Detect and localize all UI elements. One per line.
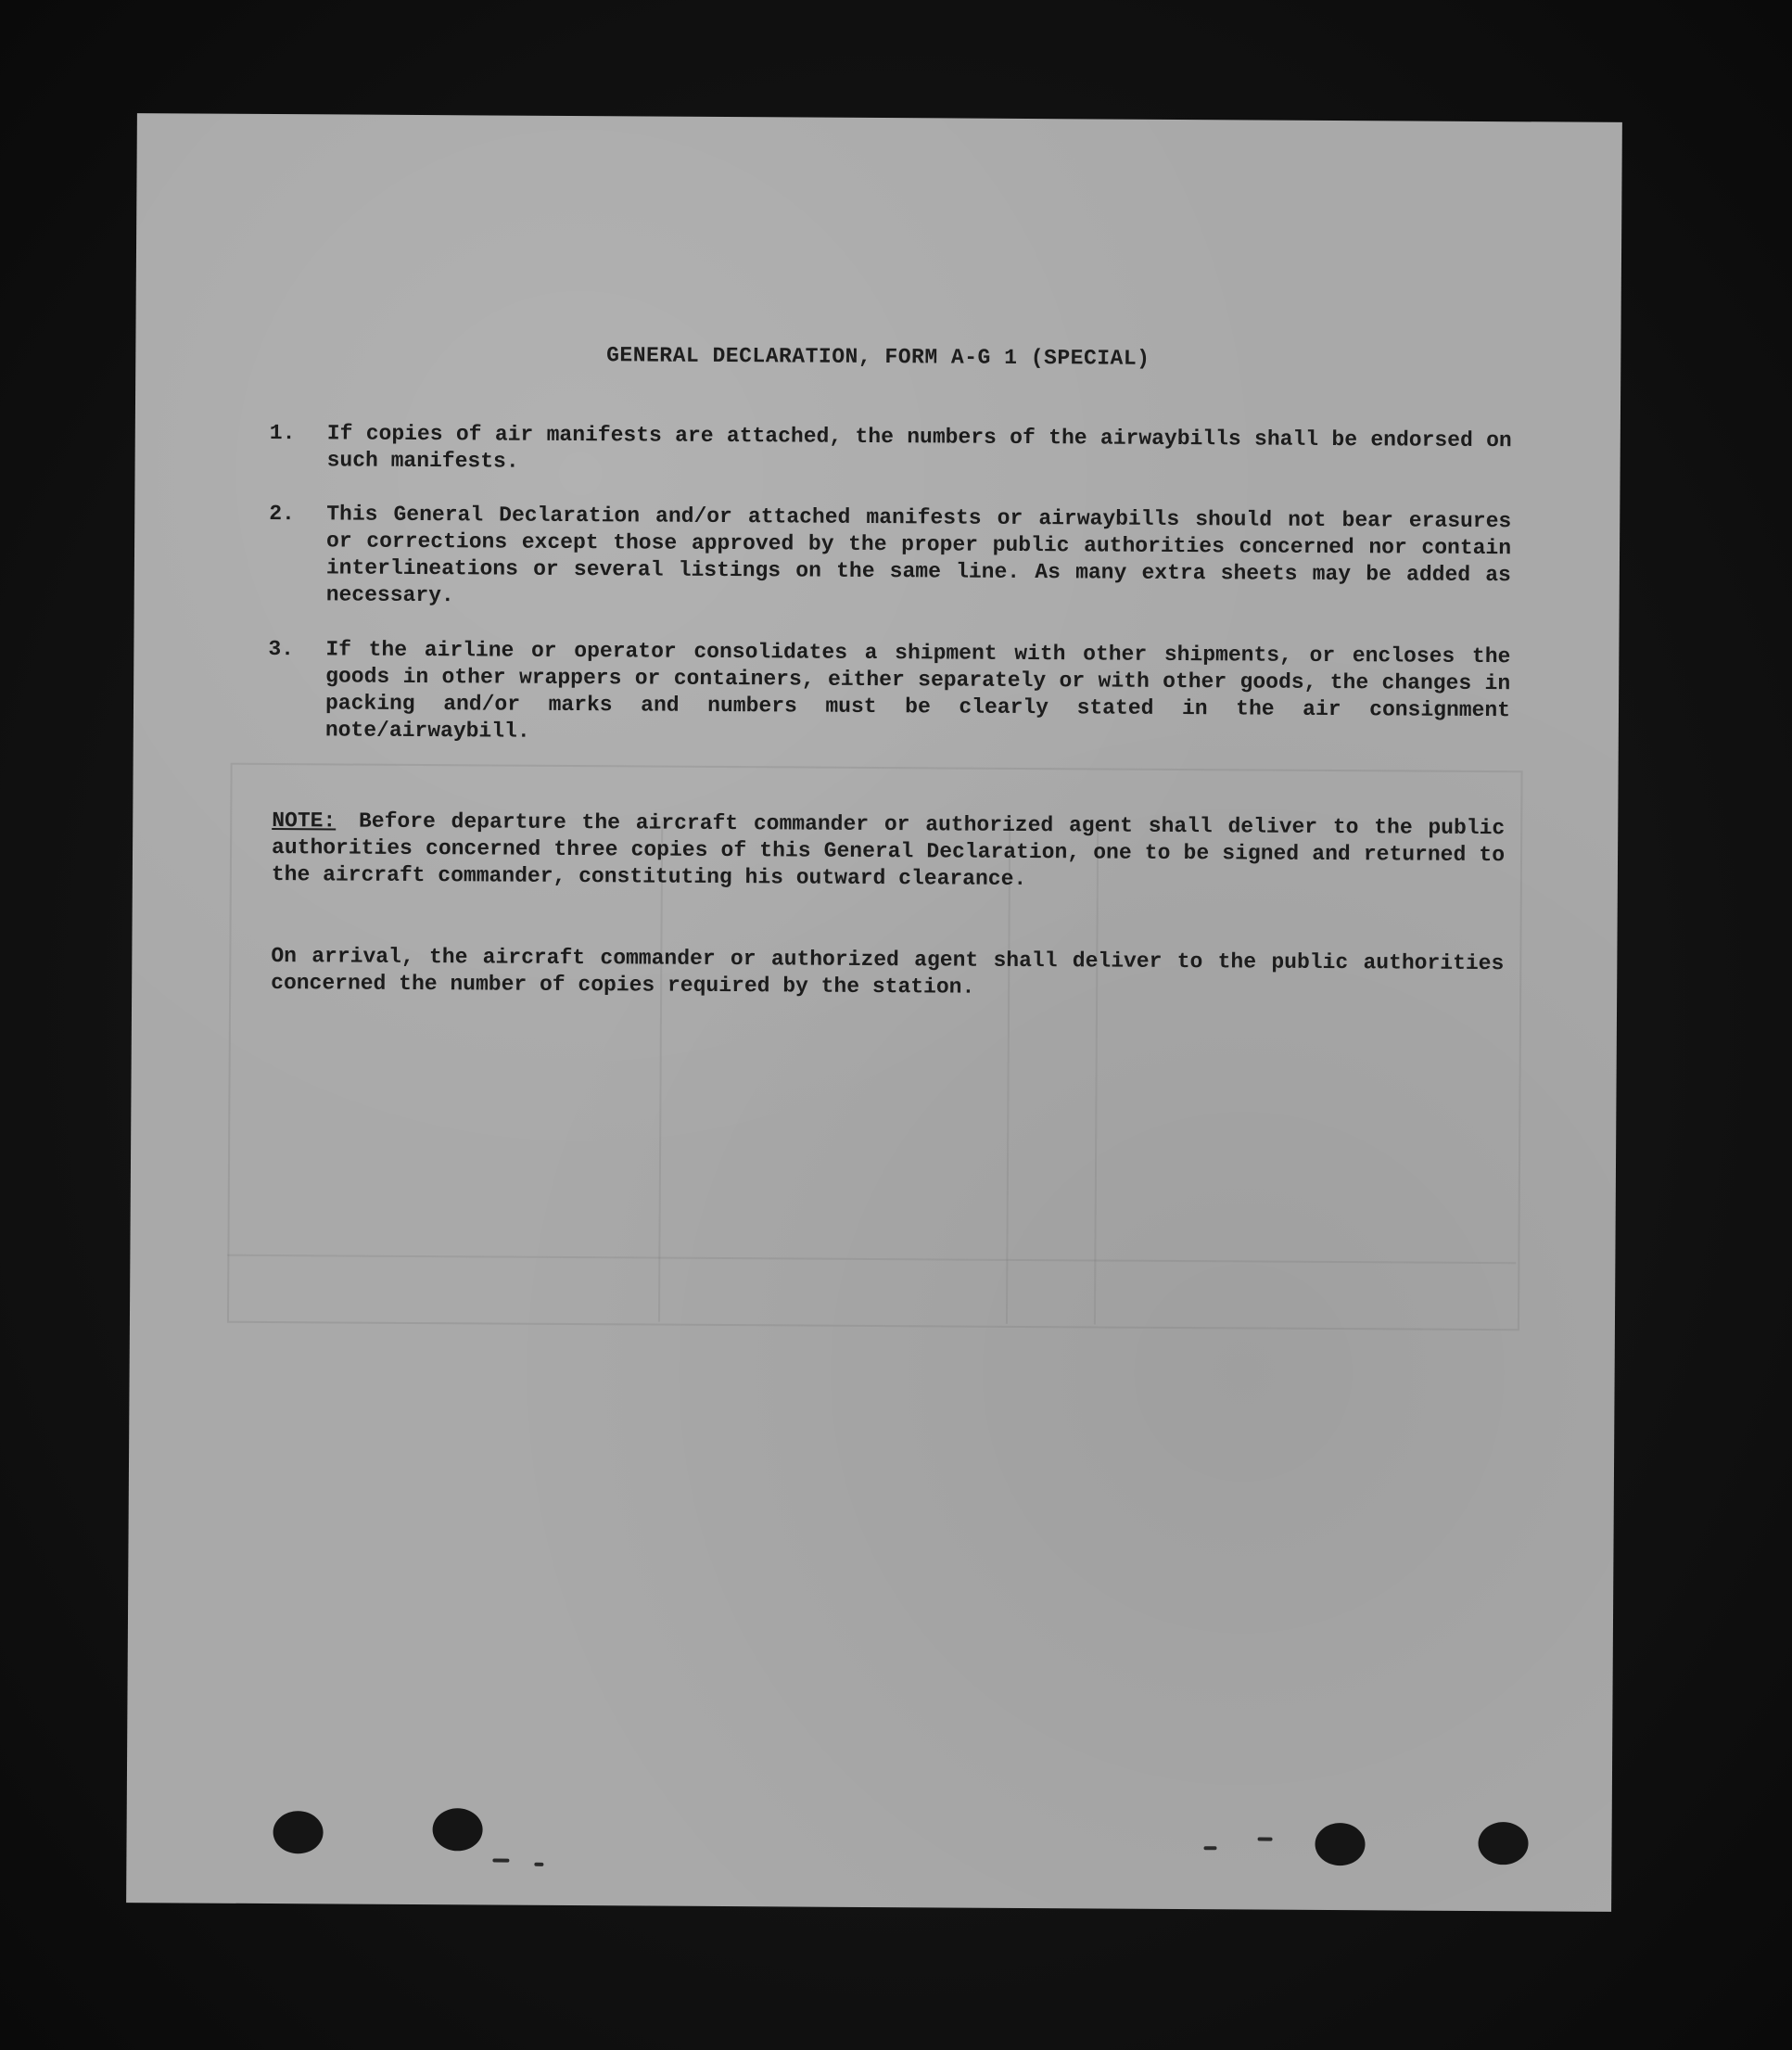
punch-hole (1315, 1823, 1365, 1865)
item-number: 2. (269, 502, 295, 527)
ink-speck (534, 1863, 543, 1866)
punch-hole (432, 1808, 482, 1851)
ink-speck (1258, 1838, 1273, 1841)
item-text: If copies of air manifests are attached, the numbers of the airwaybills shall be endorsed on such manifests. (326, 421, 1512, 474)
document-page (126, 113, 1622, 1912)
page-title: GENERAL DECLARATION, FORM A-G 1 (SPECIAL) (606, 343, 1150, 371)
instruction-item-3 (268, 636, 1511, 751)
note-text: Before departure the aircraft commander or authorized agent shall deliver to the public authorities concerned three copies of this General Declaration, one to be signed and returned to the aircraft commander, constituting his outward clearance. (271, 809, 1506, 892)
item-text: This General Declaration and/or attached manifests or airwaybills should not bear erasures or corrections except those approved by the proper public authorities concerned nor contain interlineations or several listings on the same line. As many extra sheets may be added as necessary. (325, 502, 1512, 608)
ink-speck (1203, 1846, 1216, 1850)
item-number: 1. (269, 421, 296, 446)
note-paragraph (272, 808, 1506, 896)
arrival-paragraph (271, 943, 1504, 1004)
note-label: NOTE: (272, 809, 337, 834)
item-number: 3. (268, 637, 295, 662)
item-text: If the airline or operator consolidates a shipment with other shipments, or encloses the goods in other wrappers or containers, either separately or with other goods, the changes in packing and/or marks and numbers must be clearly stated in the air consignment note/airwaybill. (324, 637, 1511, 744)
ink-speck (492, 1859, 509, 1863)
instruction-item-1 (270, 420, 1512, 481)
instruction-item-2 (269, 501, 1512, 616)
punch-hole (273, 1811, 323, 1853)
punch-hole (1478, 1822, 1528, 1865)
arrival-text: On arrival, the aircraft commander or authorized agent shall deliver to the public authorities concerned the number of copies required by the station. (271, 944, 1505, 1000)
